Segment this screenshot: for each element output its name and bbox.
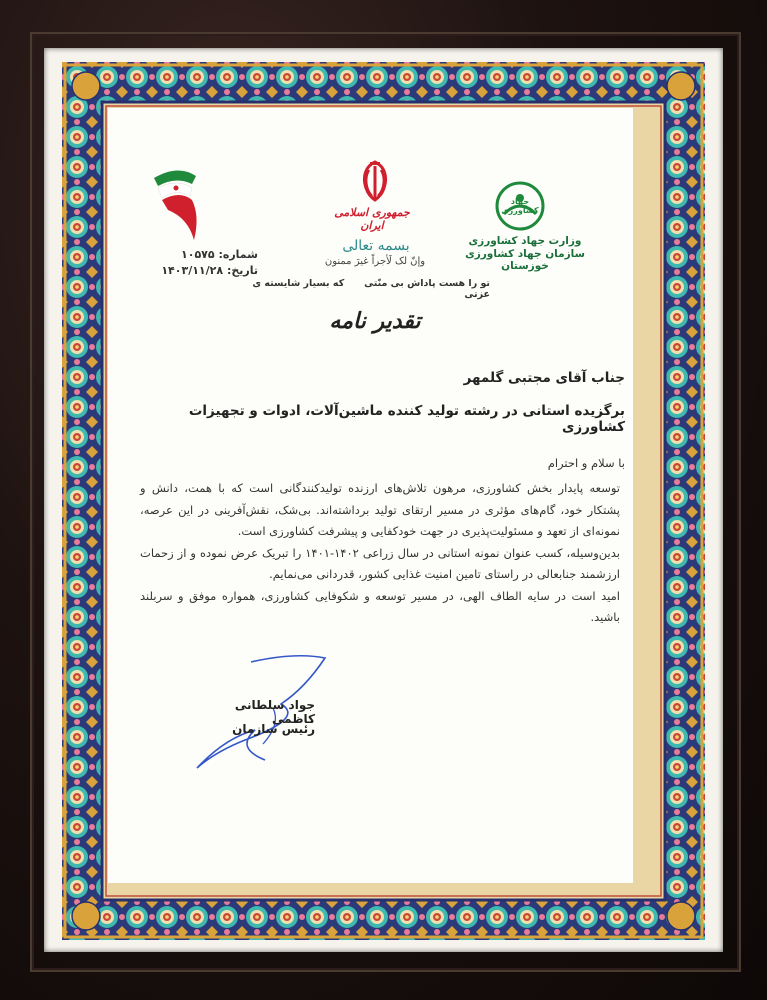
persian-verse-part1: تو را هست پاداش بی منّتی: [364, 278, 490, 289]
iran-emblem: [352, 158, 398, 204]
certificate-title: تقدیر نامه: [329, 308, 421, 334]
recipient-salutation: جناب آقای مجتبی گلمهر: [463, 370, 625, 386]
body-paragraph-2: بدین‌وسیله، کسب عنوان نمونه استانی در سال زراعی ۱۴۰۲-۱۴۰۱ را تبریک عرض نموده و از زحمات ارزشمند جنابعالی در راستای تامین امنیت غذایی کشور، قدردانی می‌نمایم.: [140, 545, 620, 581]
signatory-name: جواد سلطانی کاظمی: [234, 698, 315, 726]
date-value: ۱۴۰۳/۱۱/۲۸: [161, 264, 224, 277]
number-value: ۱۰۵۷۵: [181, 248, 215, 261]
letter-body: [140, 478, 620, 629]
greeting: با سلام و احترام: [547, 456, 625, 470]
letter-date: [148, 264, 258, 277]
flag-ribbon-logo: [148, 158, 216, 242]
ministry-logo-text: جهاد کشاورزی: [501, 197, 539, 215]
persian-verse: [240, 278, 490, 300]
date-label: تاریخ:: [226, 264, 258, 277]
number-label: شماره:: [218, 248, 258, 261]
ministry-name: وزارت جهاد کشاورزی: [468, 235, 582, 247]
body-paragraph-1: توسعه پایدار بخش کشاورزی، مرهون تلاش‌های ارزنده تولیدکنندگانی است که با همت، دانش و پشتکار خود، گام‌های مؤثری در مسیر ارتقای تولید برداشته‌اند. بی‌شک، نقش‌آفرینی در این عرصه، نمونه‌ای از تعهد و مسئولیت‌پذیری در جهت خودکفایی و پیشرفت کشاورزی است.: [140, 481, 620, 538]
award-line: برگزیده استانی در رشته تولید کننده ماشین‌آلات، ادوات و تجهیزات کشاورزی: [188, 403, 625, 435]
basmala: بسمه تعالی: [342, 238, 410, 254]
organization-name: سازمان جهاد کشاورزی خوزستان: [465, 248, 585, 272]
persian-verse-part2: که بسیار شایسته ی عزتی: [252, 278, 490, 300]
letter-number: [148, 248, 258, 261]
signatory-role: رئیس سازمان: [232, 722, 315, 736]
government-label: جمهوری اسلامی ایران: [334, 206, 410, 232]
quran-verse: وإنّ لک لَأجراً غیرَ ممنون: [324, 256, 426, 267]
body-paragraph-3: امید است در سایه الطاف الهی، در مسیر توسعه و شکوفایی کشاورزی، همواره موفق و سربلند باشید.: [140, 588, 620, 624]
